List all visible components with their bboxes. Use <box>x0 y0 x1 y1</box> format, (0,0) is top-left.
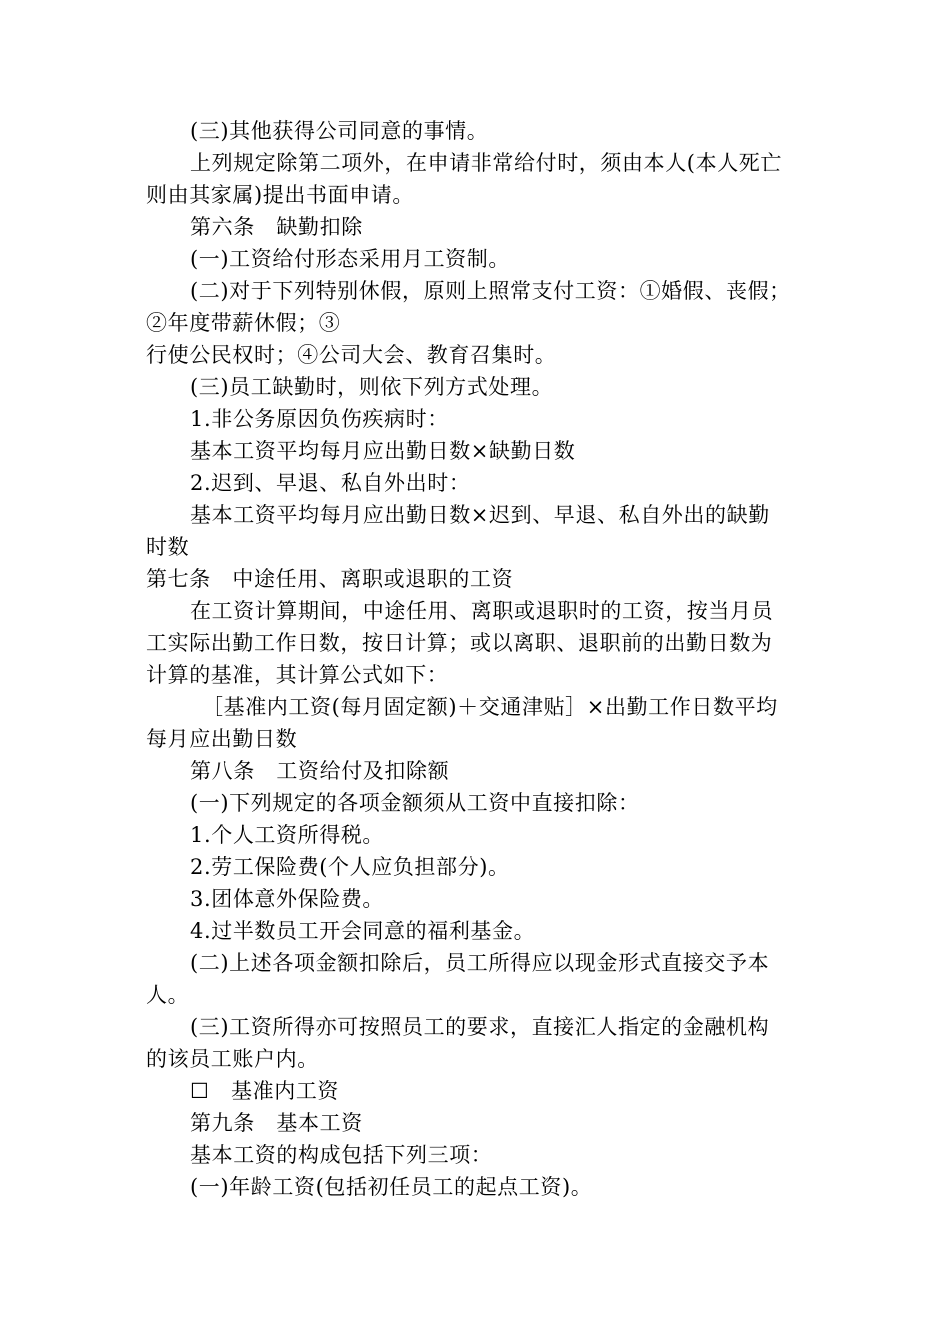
formula-line: 基本工资平均每月应出勤日数×迟到、早退、私自外出的缺勤 <box>190 503 770 527</box>
text-line: (二)对于下列特别休假，原则上照常支付工资：①婚假、丧假； <box>190 279 791 303</box>
list-item: 1.个人工资所得税。 <box>190 823 385 847</box>
list-item: 3.团体意外保险费。 <box>190 887 385 911</box>
text-line: (一)工资给付形态采用月工资制。 <box>190 247 510 271</box>
list-item: 2.劳工保险费(个人应负担部分)。 <box>190 855 510 879</box>
text-line: 每月应出勤日数 <box>146 727 298 751</box>
article-heading: 第六条 缺勤扣除 <box>190 215 363 239</box>
text-line: 2.迟到、早退、私自外出时： <box>190 471 471 495</box>
text-line: (二)上述各项金额扣除后，员工所得应以现金形式直接交予本 <box>190 951 770 975</box>
text-line: 时数 <box>146 535 190 559</box>
text-line: 上列规定除第二项外，在申请非常给付时，须由本人(本人死亡 <box>190 151 782 175</box>
section-heading: ☐ 基准内工资 <box>190 1079 340 1103</box>
list-item: 4.过半数员工开会同意的福利基金。 <box>190 919 536 943</box>
text-line: 工实际出勤工作日数，按日计算；或以离职、退职前的出勤日数为 <box>146 631 773 655</box>
text-line: (三)员工缺勤时，则依下列方式处理。 <box>190 375 554 399</box>
document-page <box>146 115 806 1203</box>
text-line: (三)其他获得公司同意的事情。 <box>190 119 489 143</box>
text-line: 基本工资的构成包括下列三项： <box>190 1143 493 1167</box>
text-line: 行使公民权时；④公司大会、教育召集时。 <box>146 343 557 367</box>
article-heading: 第七条 中途任用、离职或退职的工资 <box>146 567 514 591</box>
text-line: 人。 <box>146 983 190 1007</box>
text-line: 则由其家属)提出书面申请。 <box>146 183 414 207</box>
text-line: 在工资计算期间，中途任用、离职或退职时的工资，按当月员 <box>190 599 774 623</box>
text-line: 1.非公务原因负伤疾病时： <box>190 407 449 431</box>
formula-line: 基本工资平均每月应出勤日数×缺勤日数 <box>190 439 576 463</box>
article-heading: 第九条 基本工资 <box>190 1111 363 1135</box>
article-heading: 第八条 工资给付及扣除额 <box>190 759 450 783</box>
text-line: (一)年龄工资(包括初任员工的起点工资)。 <box>190 1175 593 1199</box>
text-line: (一)下列规定的各项金额须从工资中直接扣除： <box>190 791 640 815</box>
text-line: ②年度带薪休假；③ <box>146 311 341 335</box>
text-line: (三)工资所得亦可按照员工的要求，直接汇人指定的金融机构 <box>190 1015 770 1039</box>
formula-line: ［基准内工资(每月固定额)＋交通津贴］×出勤工作日数平均 <box>202 695 778 719</box>
text-line: 的该员工账户内。 <box>146 1047 319 1071</box>
text-line: 计算的基准，其计算公式如下： <box>146 663 449 687</box>
